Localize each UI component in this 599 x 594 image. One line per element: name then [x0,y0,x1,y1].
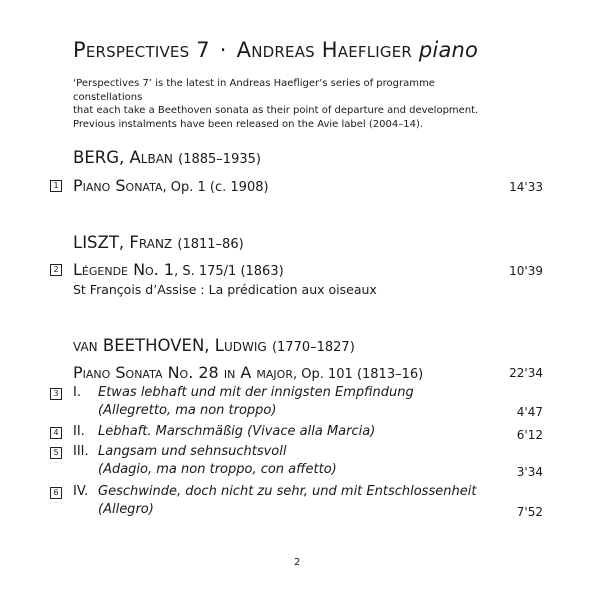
work-subtitle: St François d’Assise : La prédication aux oiseaux [73,282,377,297]
movement-numeral: IV. [73,484,89,499]
intro-line: that each take a Beethoven sonata as their point of departure and development. [73,105,479,116]
track-number-box: 5 [50,447,62,459]
work-total-duration: 22'34 [509,366,543,380]
instrument-label: piano [418,38,479,62]
intro-line: ‘Perspectives 7’ is the latest in Andreas Haefliger’s series of programme constellations [73,78,435,103]
composer-berg [73,148,261,167]
composer-beethoven [73,336,355,355]
movement-title: Langsam und sehnsuchtsvoll [98,444,287,459]
movement-title: Geschwinde, doch nicht zu sehr, und mit Entschlossenheit [98,484,477,499]
movement-tempo: (Allegretto, ma non troppo) [98,403,277,418]
work-title [73,176,269,195]
intro-line: Previous instalments have been released on the Avie label (2004–14). [73,118,424,130]
movement-title: Lebhaft. Marschmäßig (Vivace alla Marcia) [98,424,376,439]
track-number-box: 4 [50,427,62,439]
work-name: Piano Sonata [73,176,163,195]
track-number-box: 3 [50,388,62,400]
track-number-box: 1 [50,180,62,192]
composer-dates: (1885–1935) [178,152,261,167]
performer-name: Andreas Haefliger [236,38,413,62]
composer-name: LISZT, Franz [73,233,173,252]
track-duration: 3'34 [516,465,543,479]
series-title: Perspectives 7 [73,38,210,62]
title-separator: · [219,38,227,62]
movement-tempo: (Adagio, ma non troppo, con affetto) [98,462,337,477]
work-detail: , S. 175/1 (1863) [174,264,284,279]
track-duration: 10'39 [509,264,543,278]
work-title [73,260,284,279]
page-title [73,38,478,62]
movement-numeral: III. [73,444,89,459]
composer-name: van BEETHOVEN, Ludwig [73,336,267,355]
movement-title: Etwas lebhaft und mit der innigsten Empfindung [98,385,414,400]
track-number-box: 2 [50,264,62,276]
movement-tempo: (Allegro) [98,502,154,517]
composer-name: BERG, Alban [73,148,173,167]
intro-paragraph [73,77,493,131]
composer-liszt [73,233,244,252]
track-duration: 14'33 [509,180,543,194]
track-number-box: 6 [50,487,62,499]
movement-numeral: I. [73,385,81,400]
track-duration: 4'47 [516,405,543,419]
work-name: Légende No. 1 [73,260,175,279]
work-detail: , Op. 101 (1813–16) [292,367,424,382]
work-title [73,363,423,382]
track-duration: 6'12 [516,428,543,442]
composer-dates: (1811–86) [177,237,244,252]
composer-dates: (1770–1827) [271,340,355,355]
page-number: 2 [294,557,301,568]
work-name: Piano Sonata No. 28 in A major [73,363,293,382]
work-detail: , Op. 1 (c. 1908) [162,180,269,195]
movement-numeral: II. [73,424,85,439]
track-duration: 7'52 [516,505,543,519]
